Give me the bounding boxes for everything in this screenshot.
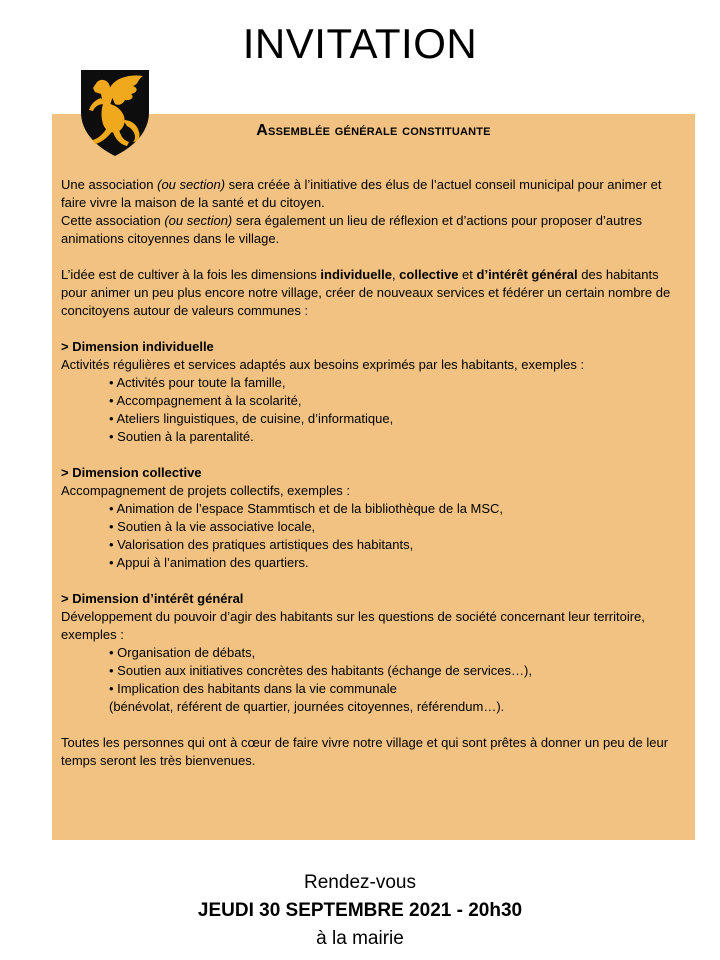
idea-keyword: d’intérêt général xyxy=(476,267,578,282)
intro-text: Une association xyxy=(61,177,158,192)
idea-text: des habitants pour animer un peu plus encore notre village, créer de nouveaux services et fédérer un certain nombre de concitoyens autour de valeurs communes : xyxy=(61,267,671,318)
section-heading: > Dimension individuelle xyxy=(61,339,214,354)
assembly-heading: Assemblée générale constituante xyxy=(256,122,491,139)
invitation-panel xyxy=(52,114,695,840)
list-item-continuation: (bénévolat, référent de quartier, journées citoyennes, référendum…). xyxy=(109,699,505,714)
intro-text: sera créée à l’initiative des élus de l’actuel conseil municipal pour animer et faire vivre la maison de la santé et du citoyen. xyxy=(61,177,662,210)
idea-text: et xyxy=(458,267,477,282)
invitation-body xyxy=(61,176,686,770)
intro-text: sera également un lieu de réflexion et d’actions pour proposer d’autres animations citoyennes dans le village. xyxy=(61,213,643,246)
intro-emphasis: (ou section) xyxy=(164,213,233,228)
idea-text: L’idée est de cultiver à la fois les dimensions xyxy=(61,267,321,282)
rendezvous-label: Rendez-vous xyxy=(304,872,416,893)
meeting-location: à la mairie xyxy=(316,928,404,949)
list-item: • Activités pour toute la famille, xyxy=(109,375,286,390)
section-intro: Activités régulières et services adaptés aux besoins exprimés par les habitants, exemples : xyxy=(61,357,585,372)
section-intro: Accompagnement de projets collectifs, exemples : xyxy=(61,483,351,498)
list-item: • Soutien aux initiatives concrètes des habitants (échange de services…), xyxy=(109,663,532,678)
idea-keyword: individuelle xyxy=(320,267,392,282)
list-item: • Appui à l’animation des quartiers. xyxy=(109,555,309,570)
section-intro: Développement du pouvoir d’agir des habitants sur les questions de société concernant leur territoire, exemples : xyxy=(61,609,645,642)
closing-paragraph: Toutes les personnes qui ont à cœur de faire vivre notre village et qui sont prêtes à donner un peu de leur temps seront les très bienvenues. xyxy=(61,735,669,768)
idea-text: , xyxy=(391,267,400,282)
intro-text: Cette association xyxy=(61,213,165,228)
intro-paragraph-1 xyxy=(61,176,686,212)
list-item: • Ateliers linguistiques, de cuisine, d’informatique, xyxy=(109,411,394,426)
intro-emphasis: (ou section) xyxy=(157,177,226,192)
list-item: • Soutien à la vie associative locale, xyxy=(109,519,316,534)
list-item: • Animation de l’espace Stammtisch et de la bibliothèque de la MSC, xyxy=(109,501,504,516)
meeting-date: JEUDI 30 SEPTEMBRE 2021 - 20h30 xyxy=(197,900,523,921)
list-item: • Implication des habitants dans la vie communale xyxy=(109,681,397,696)
list-item: • Soutien à la parentalité. xyxy=(109,429,254,444)
idea-keyword: collective xyxy=(399,267,459,282)
section-heading: > Dimension d’intérêt général xyxy=(61,591,244,606)
intro-paragraph-2 xyxy=(61,212,686,248)
page-title: INVITATION xyxy=(242,20,478,67)
idea-paragraph xyxy=(61,266,686,320)
meeting-info xyxy=(0,869,720,953)
list-item: • Accompagnement à la scolarité, xyxy=(109,393,302,408)
list-item: • Valorisation des pratiques artistiques des habitants, xyxy=(109,537,414,552)
list-item: • Organisation de débats, xyxy=(109,645,256,660)
section-heading: > Dimension collective xyxy=(61,465,202,480)
griffin-crest-icon xyxy=(79,68,151,158)
